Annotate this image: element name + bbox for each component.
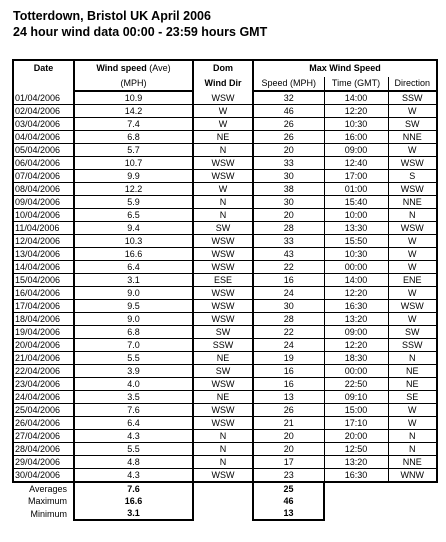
cell-dom-wind-dir: WSW <box>193 417 253 430</box>
cell-max-direction: WSW <box>388 183 437 196</box>
cell-max-time: 14:00 <box>324 91 388 105</box>
cell-wind-speed: 6.4 <box>74 417 193 430</box>
cell-date: 03/04/2006 <box>13 118 74 131</box>
cell-date: 25/04/2006 <box>13 404 74 417</box>
table-row <box>13 131 437 144</box>
cell-wind-speed: 9.9 <box>74 170 193 183</box>
cell-dom-wind-dir: SSW <box>193 339 253 352</box>
cell-max-time: 16:30 <box>324 469 388 483</box>
cell-wind-speed: 7.0 <box>74 339 193 352</box>
cell-dom-wind-dir: W <box>193 105 253 118</box>
header-wind-speed-label: Wind speed <box>96 63 147 74</box>
cell-dom-wind-dir: N <box>193 456 253 469</box>
cell-max-time: 01:00 <box>324 183 388 196</box>
cell-wind-speed: 9.0 <box>74 313 193 326</box>
cell-max-time: 13:20 <box>324 456 388 469</box>
cell-max-speed: 16 <box>253 274 324 287</box>
cell-dom-wind-dir: SW <box>193 326 253 339</box>
cell-max-time: 00:00 <box>324 261 388 274</box>
table-row <box>13 274 437 287</box>
cell-max-time: 09:00 <box>324 144 388 157</box>
cell-dom-wind-dir: N <box>193 209 253 222</box>
cell-max-time: 20:00 <box>324 430 388 443</box>
cell-max-direction: NNE <box>388 456 437 469</box>
cell-max-speed: 38 <box>253 183 324 196</box>
cell-dom-wind-dir: WSW <box>193 300 253 313</box>
cell-date: 01/04/2006 <box>13 91 74 105</box>
summary-empty-cell <box>324 482 388 495</box>
table-row <box>13 248 437 261</box>
cell-date: 02/04/2006 <box>13 105 74 118</box>
cell-dom-wind-dir: NE <box>193 391 253 404</box>
cell-wind-speed: 10.3 <box>74 235 193 248</box>
header-time-gmt: Time (GMT) <box>324 77 388 91</box>
wind-data-table <box>12 59 438 521</box>
table-row <box>13 118 437 131</box>
cell-max-speed: 20 <box>253 430 324 443</box>
cell-max-direction: SW <box>388 118 437 131</box>
cell-max-direction: NNE <box>388 196 437 209</box>
header-dom-line1: Dom <box>213 63 233 73</box>
cell-max-time: 10:00 <box>324 209 388 222</box>
cell-max-time: 16:00 <box>324 131 388 144</box>
cell-wind-speed: 4.0 <box>74 378 193 391</box>
cell-dom-wind-dir: WSW <box>193 157 253 170</box>
cell-wind-speed: 6.5 <box>74 209 193 222</box>
cell-dom-wind-dir: WSW <box>193 313 253 326</box>
table-row <box>13 469 437 483</box>
cell-max-speed: 24 <box>253 339 324 352</box>
cell-dom-wind-dir: W <box>193 118 253 131</box>
cell-max-speed: 22 <box>253 326 324 339</box>
cell-date: 16/04/2006 <box>13 287 74 300</box>
cell-max-speed: 46 <box>253 105 324 118</box>
cell-date: 08/04/2006 <box>13 183 74 196</box>
cell-max-time: 17:00 <box>324 170 388 183</box>
cell-dom-wind-dir: WSW <box>193 248 253 261</box>
table-row <box>13 235 437 248</box>
cell-max-direction: WSW <box>388 222 437 235</box>
cell-max-time: 16:30 <box>324 300 388 313</box>
cell-dom-wind-dir: N <box>193 144 253 157</box>
cell-max-direction: WNW <box>388 469 437 483</box>
cell-max-direction: WSW <box>388 157 437 170</box>
cell-max-speed: 22 <box>253 261 324 274</box>
summary-row <box>13 482 437 495</box>
cell-max-direction: W <box>388 287 437 300</box>
summary-wind-speed: 16.6 <box>74 495 193 507</box>
cell-dom-wind-dir: N <box>193 430 253 443</box>
cell-max-direction: N <box>388 352 437 365</box>
cell-max-time: 10:30 <box>324 248 388 261</box>
cell-dom-wind-dir: WSW <box>193 235 253 248</box>
cell-max-direction: W <box>388 417 437 430</box>
cell-max-time: 18:30 <box>324 352 388 365</box>
cell-date: 06/04/2006 <box>13 157 74 170</box>
table-row <box>13 170 437 183</box>
summary-empty-cell <box>193 495 253 507</box>
cell-max-time: 12:40 <box>324 157 388 170</box>
cell-max-direction: S <box>388 170 437 183</box>
cell-max-time: 09:00 <box>324 326 388 339</box>
cell-max-direction: W <box>388 248 437 261</box>
cell-max-speed: 26 <box>253 404 324 417</box>
summary-max-speed: 25 <box>253 482 324 495</box>
cell-date: 04/04/2006 <box>13 131 74 144</box>
cell-wind-speed: 5.5 <box>74 352 193 365</box>
summary-empty-cell <box>388 482 437 495</box>
summary-empty-cell <box>324 507 388 520</box>
cell-max-direction: SE <box>388 391 437 404</box>
cell-max-direction: NE <box>388 365 437 378</box>
cell-dom-wind-dir: N <box>193 196 253 209</box>
cell-dom-wind-dir: WSW <box>193 378 253 391</box>
table-row <box>13 352 437 365</box>
cell-dom-wind-dir: ESE <box>193 274 253 287</box>
cell-date: 09/04/2006 <box>13 196 74 209</box>
summary-empty-cell <box>388 495 437 507</box>
cell-max-direction: NE <box>388 378 437 391</box>
cell-wind-speed: 9.0 <box>74 287 193 300</box>
cell-max-direction: W <box>388 404 437 417</box>
summary-wind-speed: 7.6 <box>74 482 193 495</box>
table-row <box>13 287 437 300</box>
cell-max-time: 12:20 <box>324 105 388 118</box>
table-row <box>13 365 437 378</box>
cell-max-time: 10:30 <box>324 118 388 131</box>
cell-max-time: 09:10 <box>324 391 388 404</box>
cell-max-direction: W <box>388 144 437 157</box>
cell-wind-speed: 5.9 <box>74 196 193 209</box>
cell-max-time: 12:20 <box>324 339 388 352</box>
cell-max-time: 00:00 <box>324 365 388 378</box>
cell-dom-wind-dir: NE <box>193 352 253 365</box>
cell-date: 22/04/2006 <box>13 365 74 378</box>
cell-max-speed: 28 <box>253 313 324 326</box>
cell-max-time: 22:50 <box>324 378 388 391</box>
cell-wind-speed: 12.2 <box>74 183 193 196</box>
table-row <box>13 404 437 417</box>
summary-max-speed: 13 <box>253 507 324 520</box>
cell-dom-wind-dir: W <box>193 183 253 196</box>
cell-max-time: 15:00 <box>324 404 388 417</box>
cell-wind-speed: 7.4 <box>74 118 193 131</box>
cell-max-speed: 24 <box>253 287 324 300</box>
cell-date: 26/04/2006 <box>13 417 74 430</box>
cell-max-speed: 20 <box>253 443 324 456</box>
table-row <box>13 261 437 274</box>
summary-max-speed: 46 <box>253 495 324 507</box>
table-row <box>13 91 437 105</box>
cell-date: 10/04/2006 <box>13 209 74 222</box>
summary-label: Minimum <box>30 508 67 519</box>
cell-wind-speed: 4.3 <box>74 430 193 443</box>
table-row <box>13 443 437 456</box>
cell-max-speed: 16 <box>253 365 324 378</box>
cell-max-speed: 26 <box>253 118 324 131</box>
cell-max-speed: 32 <box>253 91 324 105</box>
cell-max-speed: 19 <box>253 352 324 365</box>
header-max-wind-speed: Max Wind Speed <box>253 60 437 77</box>
cell-date: 28/04/2006 <box>13 443 74 456</box>
cell-date: 17/04/2006 <box>13 300 74 313</box>
cell-dom-wind-dir: WSW <box>193 261 253 274</box>
cell-max-time: 13:20 <box>324 313 388 326</box>
cell-dom-wind-dir: WSW <box>193 287 253 300</box>
cell-dom-wind-dir: WSW <box>193 469 253 483</box>
cell-wind-speed: 16.6 <box>74 248 193 261</box>
cell-date: 23/04/2006 <box>13 378 74 391</box>
cell-wind-speed: 10.9 <box>74 91 193 105</box>
cell-dom-wind-dir: WSW <box>193 170 253 183</box>
cell-date: 24/04/2006 <box>13 391 74 404</box>
header-date: Date <box>13 60 74 91</box>
header-speed-mph: Speed (MPH) <box>253 77 324 91</box>
summary-empty-cell <box>193 507 253 520</box>
cell-max-speed: 28 <box>253 222 324 235</box>
cell-wind-speed: 6.8 <box>74 326 193 339</box>
table-row <box>13 378 437 391</box>
cell-wind-speed: 5.7 <box>74 144 193 157</box>
summary-wind-speed: 3.1 <box>74 507 193 520</box>
page-subtitle: 24 hour wind data 00:00 - 23:59 hours GMT <box>13 25 268 39</box>
cell-max-speed: 21 <box>253 417 324 430</box>
table-row <box>13 105 437 118</box>
cell-wind-speed: 10.7 <box>74 157 193 170</box>
cell-max-time: 15:40 <box>324 196 388 209</box>
cell-max-direction: SSW <box>388 91 437 105</box>
cell-max-speed: 20 <box>253 209 324 222</box>
header-dom-line2: Wind Dir <box>204 78 242 88</box>
cell-wind-speed: 7.6 <box>74 404 193 417</box>
cell-wind-speed: 3.9 <box>74 365 193 378</box>
cell-max-speed: 16 <box>253 378 324 391</box>
table-row <box>13 183 437 196</box>
cell-max-direction: W <box>388 105 437 118</box>
header-wind-speed-unit: (MPH) <box>74 77 193 91</box>
cell-max-direction: W <box>388 235 437 248</box>
cell-max-direction: SSW <box>388 339 437 352</box>
header-direction: Direction <box>388 77 437 91</box>
cell-date: 15/04/2006 <box>13 274 74 287</box>
summary-row <box>13 495 437 507</box>
cell-wind-speed: 6.4 <box>74 261 193 274</box>
cell-max-direction: W <box>388 261 437 274</box>
table-row <box>13 430 437 443</box>
cell-dom-wind-dir: WSW <box>193 404 253 417</box>
summary-row <box>13 507 437 520</box>
cell-max-speed: 43 <box>253 248 324 261</box>
cell-max-speed: 33 <box>253 235 324 248</box>
summary-empty-cell <box>388 507 437 520</box>
cell-max-speed: 20 <box>253 144 324 157</box>
cell-wind-speed: 4.3 <box>74 469 193 483</box>
cell-max-speed: 26 <box>253 131 324 144</box>
cell-max-direction: W <box>388 313 437 326</box>
table-row <box>13 339 437 352</box>
cell-max-speed: 30 <box>253 170 324 183</box>
summary-label: Averages <box>29 484 67 494</box>
cell-wind-speed: 5.5 <box>74 443 193 456</box>
cell-dom-wind-dir: WSW <box>193 91 253 105</box>
cell-max-direction: SW <box>388 326 437 339</box>
table-row <box>13 300 437 313</box>
cell-dom-wind-dir: N <box>193 443 253 456</box>
cell-date: 18/04/2006 <box>13 313 74 326</box>
cell-wind-speed: 3.5 <box>74 391 193 404</box>
cell-date: 27/04/2006 <box>13 430 74 443</box>
cell-max-time: 15:50 <box>324 235 388 248</box>
table-row <box>13 144 437 157</box>
cell-date: 29/04/2006 <box>13 456 74 469</box>
cell-max-time: 17:10 <box>324 417 388 430</box>
cell-date: 14/04/2006 <box>13 261 74 274</box>
cell-wind-speed: 3.1 <box>74 274 193 287</box>
cell-wind-speed: 6.8 <box>74 131 193 144</box>
cell-date: 07/04/2006 <box>13 170 74 183</box>
summary-label: Maximum <box>27 496 67 506</box>
cell-dom-wind-dir: SW <box>193 222 253 235</box>
table-row <box>13 222 437 235</box>
cell-max-time: 13:30 <box>324 222 388 235</box>
table-row <box>13 456 437 469</box>
cell-wind-speed: 4.8 <box>74 456 193 469</box>
cell-wind-speed: 9.4 <box>74 222 193 235</box>
header-wind-speed-ave: (Ave) <box>146 63 171 74</box>
table-row <box>13 391 437 404</box>
cell-wind-speed: 14.2 <box>74 105 193 118</box>
cell-max-direction: ENE <box>388 274 437 287</box>
cell-date: 19/04/2006 <box>13 326 74 339</box>
cell-date: 20/04/2006 <box>13 339 74 352</box>
cell-dom-wind-dir: SW <box>193 365 253 378</box>
cell-max-speed: 30 <box>253 196 324 209</box>
cell-max-direction: N <box>388 443 437 456</box>
cell-date: 21/04/2006 <box>13 352 74 365</box>
cell-max-time: 14:00 <box>324 274 388 287</box>
cell-max-speed: 17 <box>253 456 324 469</box>
cell-max-direction: NNE <box>388 131 437 144</box>
cell-date: 05/04/2006 <box>13 144 74 157</box>
summary-empty-cell <box>324 495 388 507</box>
table-row <box>13 209 437 222</box>
table-row <box>13 326 437 339</box>
cell-date: 13/04/2006 <box>13 248 74 261</box>
cell-date: 11/04/2006 <box>13 222 74 235</box>
cell-max-direction: N <box>388 209 437 222</box>
cell-wind-speed: 9.5 <box>74 300 193 313</box>
cell-date: 30/04/2006 <box>13 469 74 483</box>
cell-max-time: 12:20 <box>324 287 388 300</box>
summary-empty-cell <box>193 482 253 495</box>
cell-max-direction: N <box>388 430 437 443</box>
cell-date: 12/04/2006 <box>13 235 74 248</box>
table-row <box>13 157 437 170</box>
page-title: Totterdown, Bristol UK April 2006 <box>13 9 211 23</box>
cell-max-speed: 13 <box>253 391 324 404</box>
table-row <box>13 417 437 430</box>
table-row <box>13 196 437 209</box>
cell-max-speed: 30 <box>253 300 324 313</box>
table-row <box>13 313 437 326</box>
header-dom-wind-dir <box>193 60 253 91</box>
cell-max-time: 12:50 <box>324 443 388 456</box>
cell-max-speed: 23 <box>253 469 324 483</box>
cell-dom-wind-dir: NE <box>193 131 253 144</box>
cell-max-speed: 33 <box>253 157 324 170</box>
cell-max-direction: WSW <box>388 300 437 313</box>
header-wind-speed <box>74 60 193 77</box>
